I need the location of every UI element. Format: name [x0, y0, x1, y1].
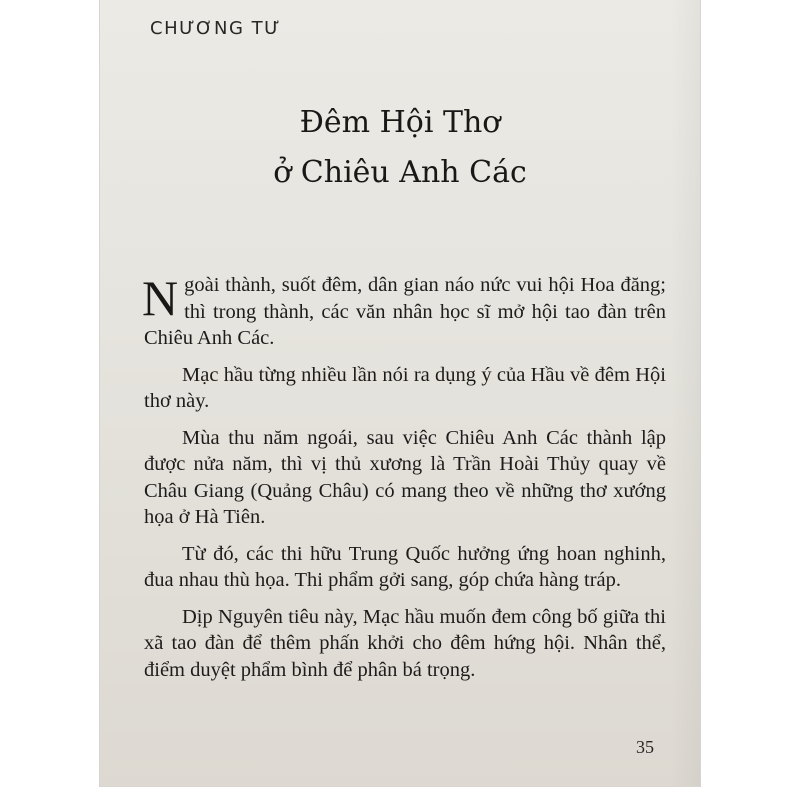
chapter-heading: CHƯƠNG TƯ	[150, 18, 282, 39]
chapter-title	[100, 98, 700, 198]
paragraph-5: Dịp Nguyên tiêu này, Mạc hầu muốn đem công bố giữa thi xã tao đàn để thêm phấn khởi cho đêm hứng hội. Nhân thể, điểm duyệt phẩm bình để phân bá trọng.	[144, 605, 666, 681]
paragraph-2: Mạc hầu từng nhiều lần nói ra dụng ý của Hầu về đêm Hội thơ này.	[144, 363, 666, 412]
paragraph-1-text: goài thành, suốt đêm, dân gian náo nức vui hội Hoa đăng; thì trong thành, các văn nhân học sĩ mở hội tao đàn trên Chiêu Anh Các.	[144, 274, 666, 349]
paragraph-1	[144, 272, 666, 352]
chapter-title-line-1: Đêm Hội Thơ	[299, 105, 501, 140]
book-page	[100, 0, 700, 786]
body-text	[144, 272, 666, 693]
paragraph-3: Mùa thu năm ngoái, sau việc Chiêu Anh Các thành lập được nửa năm, thì vị thủ xương là Trần Hoài Thủy quay về Châu Giang (Quảng Châu) có mang theo về những thơ xướng họa ở Hà Tiên.	[144, 426, 666, 528]
drop-cap: N	[142, 270, 179, 326]
paragraph-4: Từ đó, các thi hữu Trung Quốc hưởng ứng hoan nghinh, đua nhau thù họa. Thi phẩm gởi sang, góp chứa hàng tráp.	[144, 542, 666, 591]
chapter-title-line-2: ở Chiêu Anh Các	[273, 155, 527, 190]
page-number: 35	[636, 737, 654, 757]
